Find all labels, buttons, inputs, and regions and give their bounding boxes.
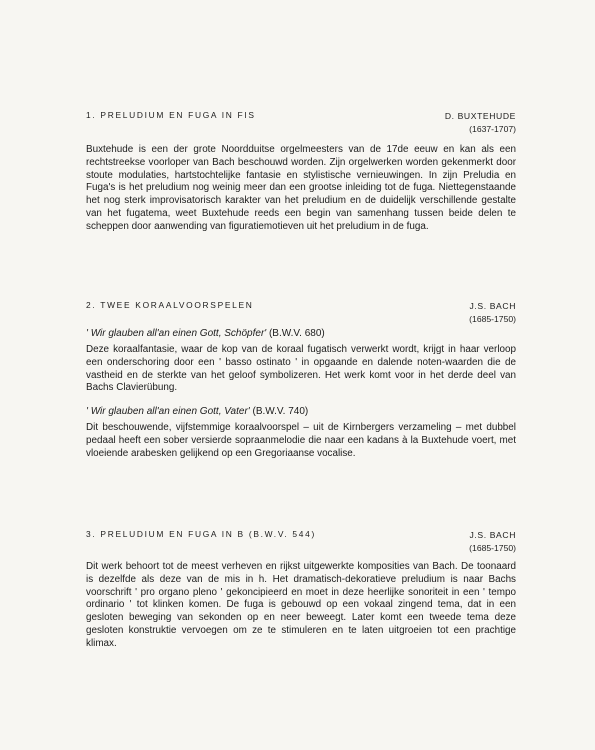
- section-1-header: [86, 110, 516, 135]
- section-3-composer: J.S. BACH: [469, 530, 516, 540]
- work-1-heading: [86, 327, 516, 340]
- work-2-heading: [86, 405, 516, 418]
- section-3-header: [86, 529, 516, 554]
- section-2-composer: J.S. BACH: [469, 301, 516, 311]
- section-2-header: [86, 300, 516, 325]
- section-3-body: Dit werk behoort tot de meest verheven en rijkst uitgewerkte komposities van Bach. De toonaard is dezelfde als deze van de mis in h. Het dramatisch-dekoratieve preludium is naar Bachs voorschrift ' pro organo pleno ' gekoncipieerd en moet in deze heerlijke sonoriteit in een ' tempo ordinario ' tot klinken komen. De fuga is gebouwd op een vokaal zingend tema, dat in een gesloten beweging van sekonden op en neer beweegt. Later komt een tweede tema deze gesloten konstruktie vervoegen om ze te stimuleren en te laten uitgroeien tot een prachtige klimax.: [86, 561, 516, 649]
- section-2: [86, 300, 516, 461]
- work-2-body: Dit beschouwende, vijfstemmige koraalvoorspel – uit de Kirnbergers verzameling – met dubbel pedaal heeft een sober versierde sopraanmelodie die naar een kadans à la Buxtehude voert, met vloeiende arabesken gelijkend op een Gregoriaanse vocalise.: [86, 422, 516, 459]
- section-2-title: 2. TWEE KORAALVOORSPELEN: [86, 300, 254, 310]
- section-1-body: Buxtehude is een der grote Noordduitse orgelmeesters van de 17de eeuw en kan als een rechtstreekse voorloper van Bach beschouwd worden. Zijn orgelwerken worden gekenmerkt door stoute modulaties, hartstochtelijke fantasie en stylistische vernieuwingen. In zijn Preludia en Fuga's is het preludium nog weinig meer dan een grootse inleiding tot de fuga. Niettegenstaande het nog sterk improvisatorisch karakter van het preludium en de duidelijk verschillende gestalte van het fugatema, weet Buxtehude reeds een begin van samenhang tussen beide delen te scheppen door aanwending van figuratiemotieven uit het preludium in de fuga.: [86, 144, 516, 232]
- work-2-title: ' Wir glauben all'an einen Gott, Vater': [86, 406, 250, 418]
- work-1-body: Deze koraalfantasie, waar de kop van de koraal fugatisch verwerkt wordt, krijgt in haar verloop een onderschoring door een ' basso ostinato ' in opgaande en dalende noten-waarden die de vastheid en de sterkte van het geloof symbolizeren. Het werk komt voor in het derde deel van Bachs Clavierübung.: [86, 344, 516, 394]
- section-2-years: (1685-1750): [469, 314, 516, 324]
- section-3-title: 3. PRELUDIUM EN FUGA IN B (B.W.V. 544): [86, 529, 316, 539]
- work-2-bwv: (B.W.V. 740): [252, 406, 309, 418]
- section-2-composer-block: [469, 300, 516, 325]
- section-1-composer: D. BUXTEHUDE: [444, 111, 516, 121]
- section-1: [86, 110, 516, 234]
- section-1-title: 1. PRELUDIUM EN FUGA IN FIS: [86, 110, 256, 120]
- section-3-composer-block: [469, 529, 516, 554]
- work-1-title: ' Wir glauben all'an einen Gott, Schöpfer': [86, 328, 267, 339]
- work-1-bwv: (B.W.V. 680): [268, 328, 325, 339]
- section-1-composer-block: [445, 110, 516, 135]
- section-3-years: (1685-1750): [469, 543, 516, 553]
- section-1-years: (1637-1707): [469, 124, 516, 134]
- section-3: [86, 529, 516, 651]
